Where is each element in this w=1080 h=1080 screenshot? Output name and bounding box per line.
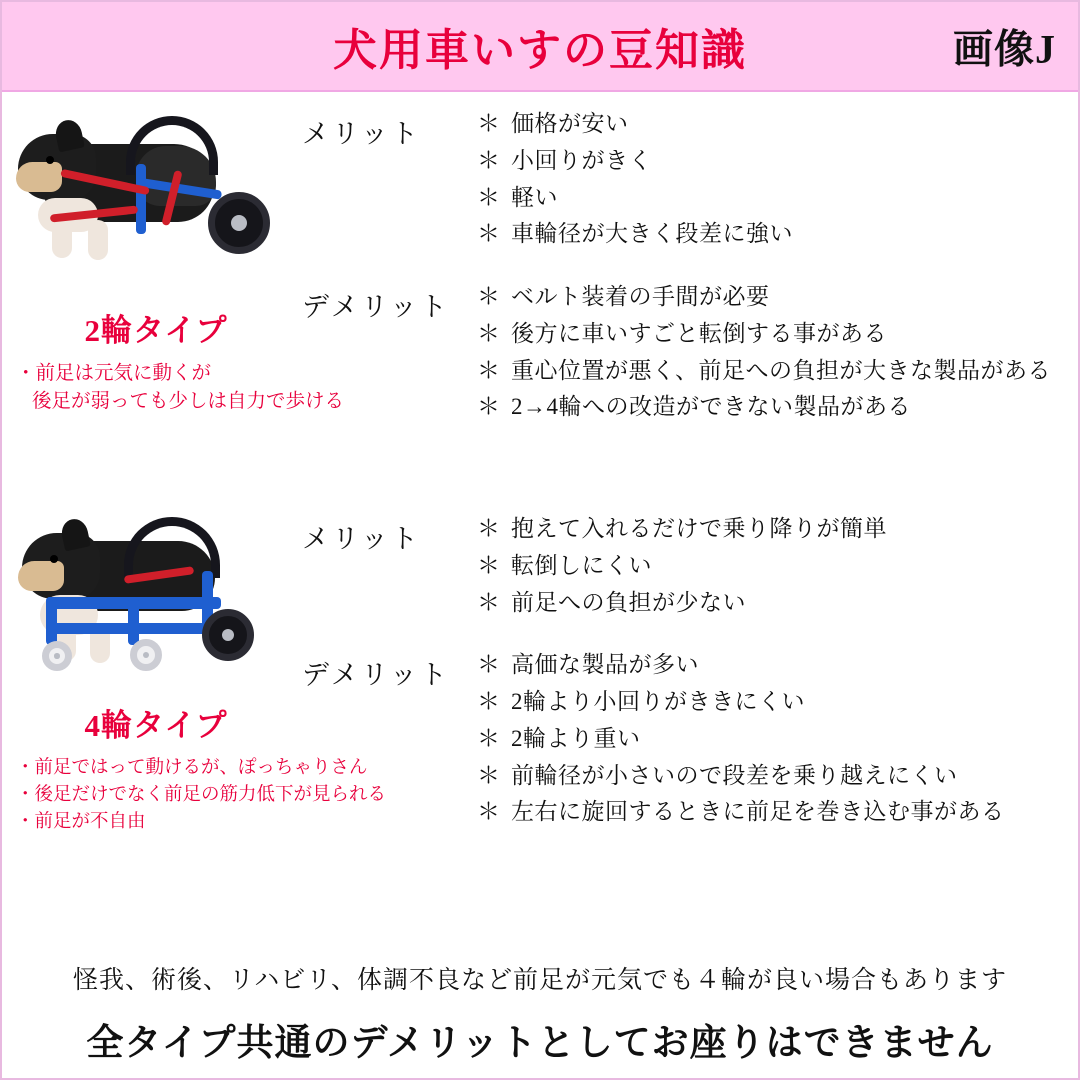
dog-front-leg-shape <box>52 218 72 258</box>
asterisk-icon: ＊ <box>477 762 500 788</box>
list-item <box>477 110 1078 139</box>
list-item-text: ベルト装着の手間が必要 <box>511 284 770 309</box>
asterisk-icon: ＊ <box>477 184 500 210</box>
wheelchair-front-caster <box>130 639 162 671</box>
list-item <box>477 320 1078 349</box>
type-label-two-wheel: 2輪タイプ <box>84 313 228 348</box>
list-item-text: 高価な製品が多い <box>511 652 699 678</box>
asterisk-icon: ＊ <box>477 111 500 136</box>
photo-four-wheel-wheelchair-dog <box>16 511 296 696</box>
section-two-wheel <box>2 92 1078 497</box>
image-badge: 画像J <box>953 26 1056 72</box>
list-item <box>477 357 1078 386</box>
list-item <box>477 725 1078 754</box>
asterisk-icon: ＊ <box>477 552 500 578</box>
wheel-hub <box>222 629 235 642</box>
group-demerit-four-wheel <box>302 651 1078 835</box>
notes-four-wheel <box>10 755 387 835</box>
photo-two-wheel-wheelchair-dog <box>16 106 296 301</box>
list-item-text: 前足への負担が少ない <box>511 589 746 615</box>
wheel-hub <box>231 215 247 231</box>
group-label-demerit: デメリット <box>302 292 450 322</box>
asterisk-icon: ＊ <box>477 284 500 309</box>
footer-main-message: 全タイプ共通のデメリットとしてお座りはできません <box>86 1023 994 1064</box>
wheel-hub <box>143 652 149 658</box>
group-label-demerit: デメリット <box>302 660 450 691</box>
list-item-text: 小回りがきく <box>511 147 652 173</box>
list-item <box>477 762 1078 791</box>
list-item <box>477 552 1078 581</box>
footer-note: 怪我、術後、リハビリ、体調不良など前足が元気でも４輪が良い場合もあります <box>72 967 1007 994</box>
list-item <box>477 798 1078 827</box>
list-item <box>477 688 1078 717</box>
dog-muzzle-shape <box>18 561 64 591</box>
merit-list-four-wheel <box>477 515 1078 625</box>
note-line: ・前足は元気に動くが <box>16 363 212 384</box>
list-item <box>477 515 1078 544</box>
group-merit-four-wheel <box>302 515 1078 625</box>
merit-list-two-wheel <box>477 110 1078 257</box>
group-label-merit: メリット <box>302 524 421 554</box>
note-line: ・前足ではって動けるが、ぽっちゃりさん <box>16 758 368 778</box>
list-item-text: 抱えて入れるだけで乗り降りが簡単 <box>511 516 887 541</box>
dog-front-leg-shape <box>88 220 108 260</box>
asterisk-icon: ＊ <box>477 725 500 751</box>
group-demerit-two-wheel <box>302 283 1078 430</box>
wheelchair-frame-bar <box>46 623 206 634</box>
list-item <box>477 147 1078 176</box>
list-item <box>477 651 1078 680</box>
list-item-text: 重心位置が悪く、前足への負担が大きな製品がある <box>511 357 1052 383</box>
wheelchair-frame-bar <box>46 597 57 645</box>
wheelchair-front-caster <box>42 641 72 671</box>
list-item-text: 車輪径が大きく段差に強い <box>511 221 793 247</box>
list-item <box>477 393 1078 422</box>
note-line: 後足が弱っても少しは自力で歩ける <box>32 391 345 413</box>
asterisk-icon: ＊ <box>477 589 500 615</box>
text-column-four-wheel <box>302 497 1078 853</box>
list-item <box>477 589 1078 618</box>
demerit-list-four-wheel <box>477 651 1078 835</box>
asterisk-icon: ＊ <box>477 221 500 247</box>
type-label-four-wheel: 4輪タイプ <box>84 708 228 743</box>
dog-ear-shape <box>59 517 91 552</box>
asterisk-icon: ＊ <box>477 357 500 383</box>
list-item-text: 2輪より小回りがききにくい <box>511 689 805 714</box>
list-item-text: 2→4輪への改造ができない製品がある <box>511 394 911 420</box>
list-item-text: 価格が安い <box>511 111 629 136</box>
dog-eye-shape <box>46 156 54 164</box>
notes-two-wheel <box>10 360 345 417</box>
asterisk-icon: ＊ <box>477 147 500 173</box>
list-item-text: 前輪径が小さいので段差を乗り越えにくい <box>511 762 958 788</box>
note-line: ・前足が不自由 <box>16 811 146 832</box>
list-item <box>477 220 1078 249</box>
demerit-list-two-wheel <box>477 283 1078 430</box>
list-item-text: 転倒しにくい <box>511 552 652 578</box>
list-item-text: 左右に旋回するときに前足を巻き込む事がある <box>511 799 1005 825</box>
section-four-wheel <box>2 497 1078 897</box>
dog-ear-shape <box>53 118 85 153</box>
wheelchair-frame-bar <box>128 597 139 645</box>
group-merit-two-wheel <box>302 110 1078 257</box>
asterisk-icon: ＊ <box>477 799 500 825</box>
wheelchair-rear-wheel <box>202 609 254 661</box>
wheel-hub <box>54 653 59 658</box>
header-banner <box>2 2 1078 92</box>
dog-eye-shape <box>50 555 58 563</box>
asterisk-icon: ＊ <box>477 320 500 346</box>
photo-column-two-wheel <box>2 92 345 417</box>
page-title: 犬用車いすの豆知識 <box>333 26 747 75</box>
wheelchair-rear-wheel <box>208 192 270 254</box>
note-line: ・後足だけでなく前足の筋力低下が見られる <box>16 784 387 805</box>
asterisk-icon: ＊ <box>477 394 500 420</box>
list-item-text: 後方に車いすごと転倒する事がある <box>511 320 887 346</box>
wheelchair-frame-bar <box>136 164 146 234</box>
list-item <box>477 184 1078 213</box>
asterisk-icon: ＊ <box>477 689 500 714</box>
list-item <box>477 283 1078 312</box>
group-label-merit: メリット <box>302 119 421 149</box>
list-item-text: 軽い <box>511 184 558 210</box>
asterisk-icon: ＊ <box>477 652 500 678</box>
footer <box>2 960 1078 1066</box>
dog-muzzle-shape <box>16 162 62 192</box>
asterisk-icon: ＊ <box>477 516 500 541</box>
text-column-two-wheel <box>302 92 1078 448</box>
list-item-text: 2輪より重い <box>511 725 641 751</box>
